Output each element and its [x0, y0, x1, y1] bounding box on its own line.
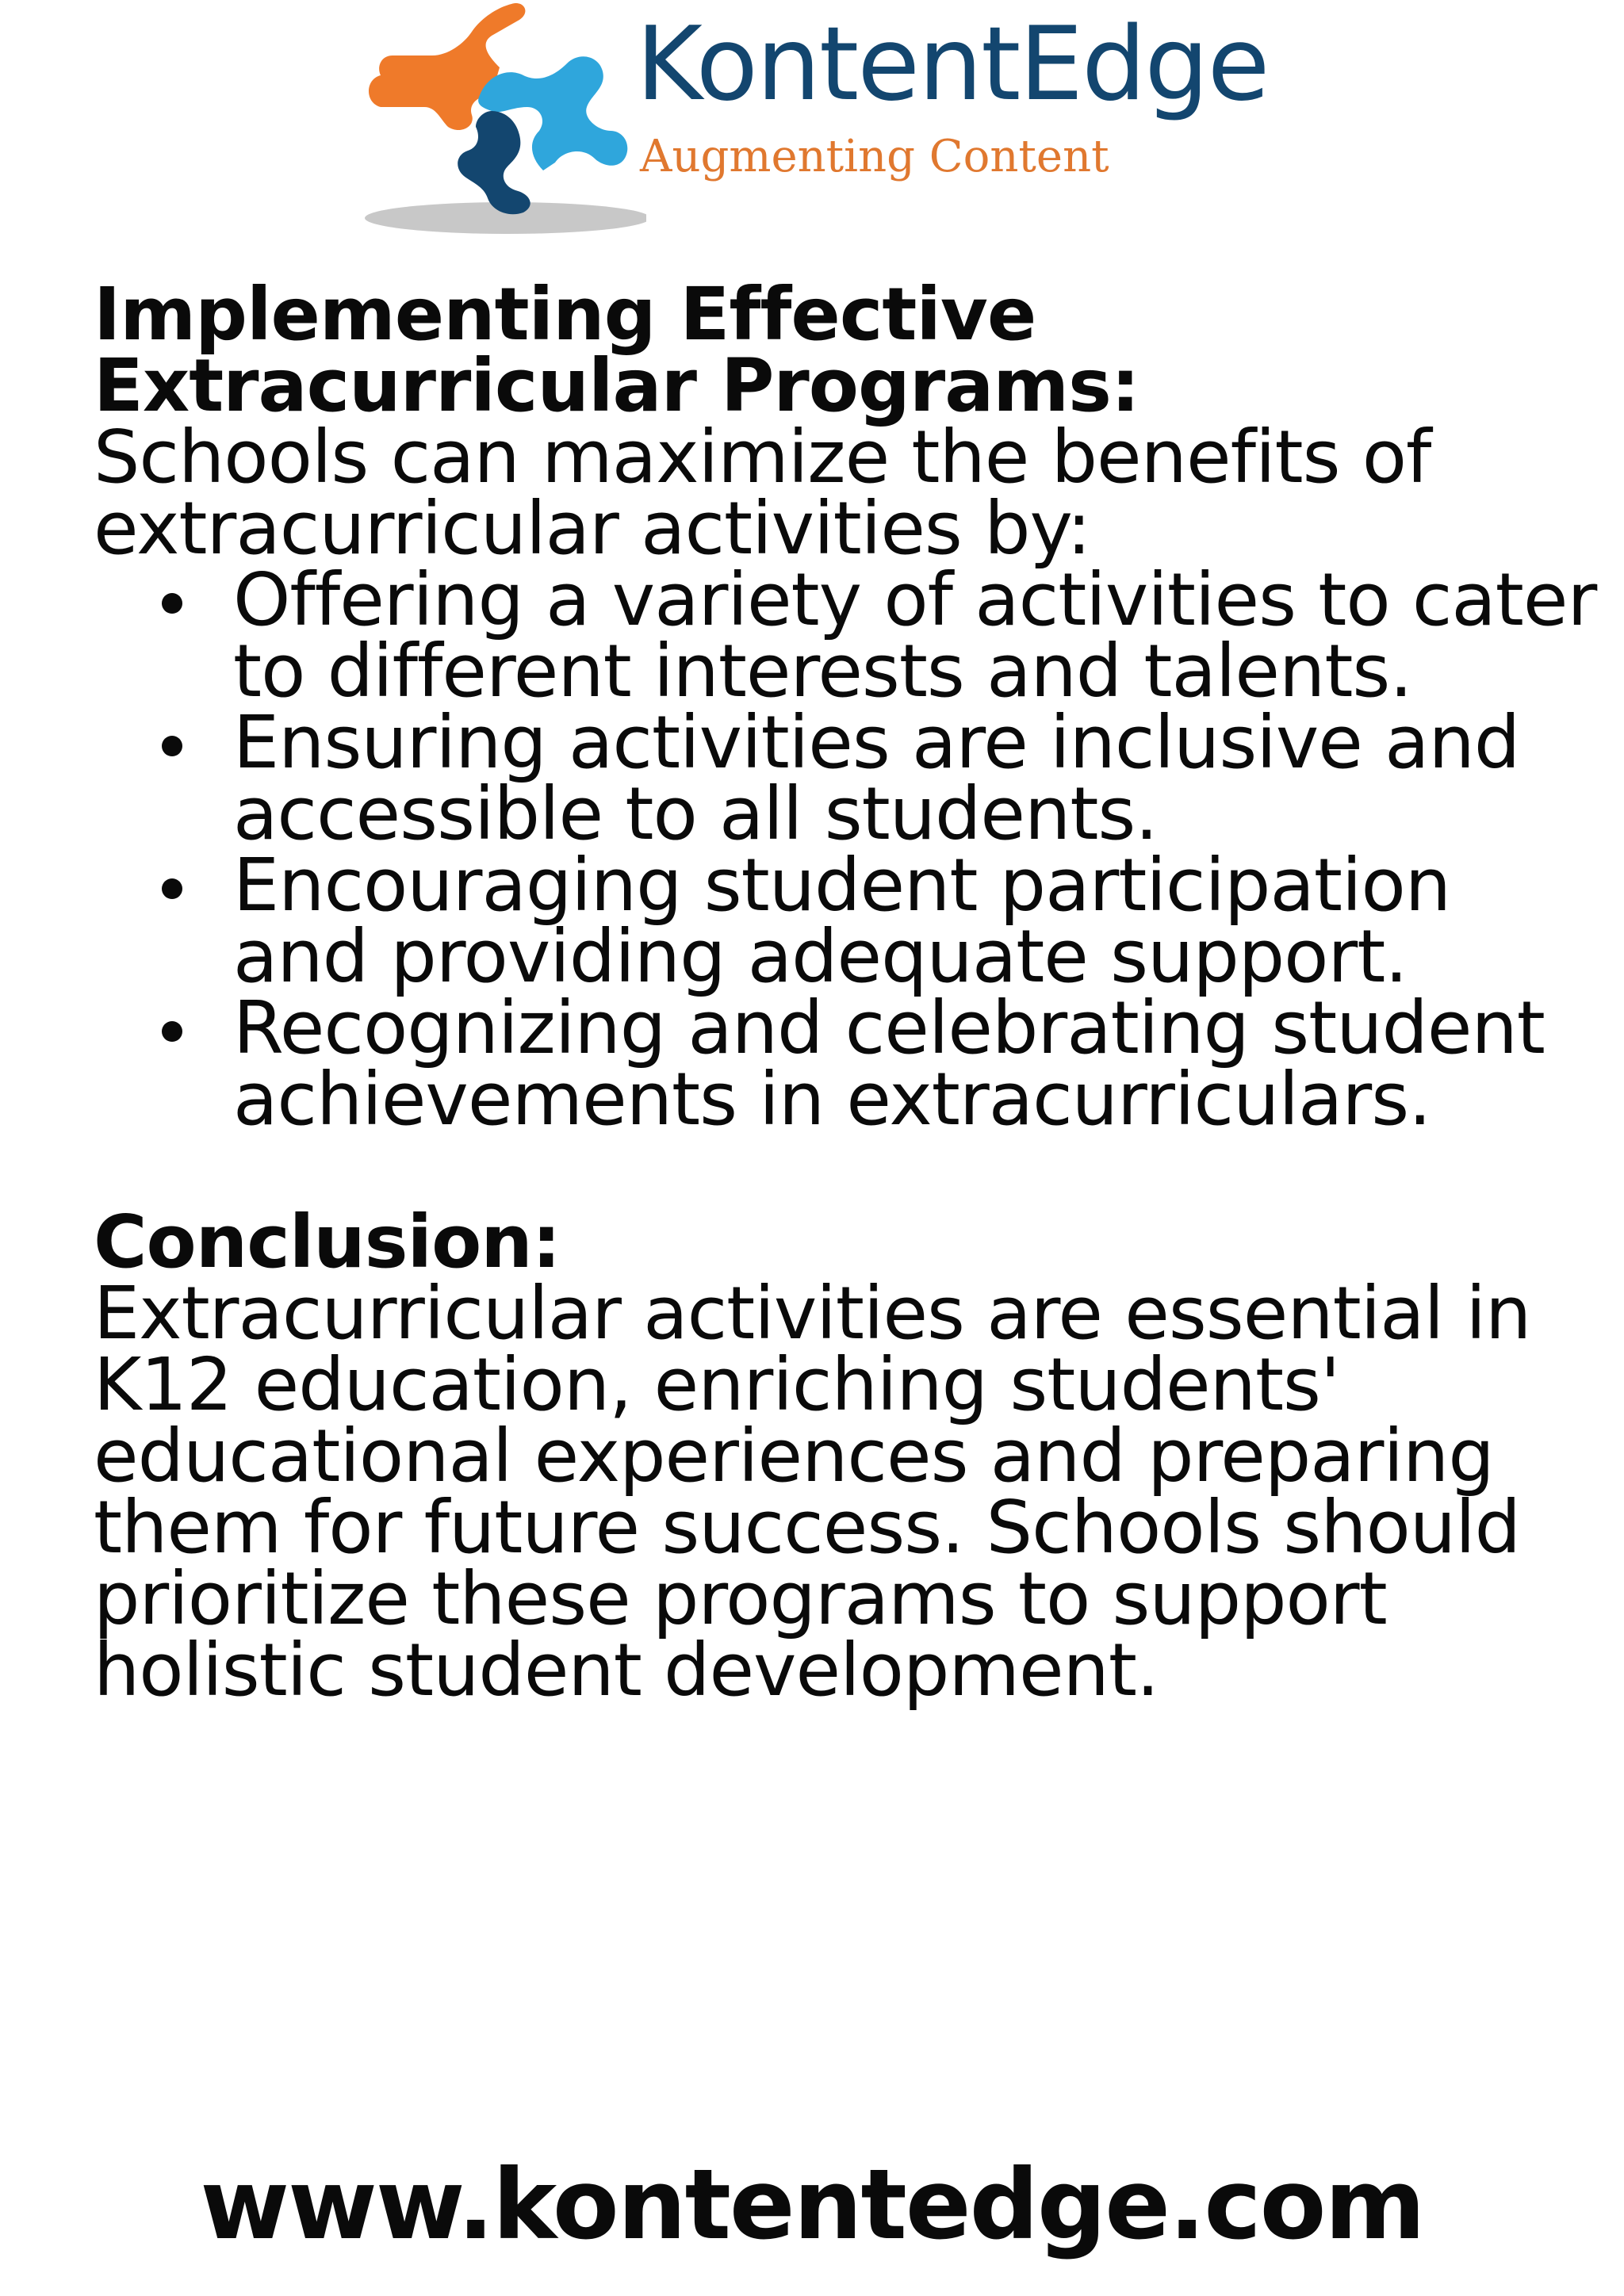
bullet-dot-icon — [162, 593, 182, 614]
list-item-text: Encouraging student participation and providing adequate support. — [233, 843, 1451, 999]
brand-tagline: Augmenting Content — [640, 131, 1109, 182]
section-intro: Schools can maximize the benefits of extracurricular activities by: — [94, 415, 1431, 571]
conclusion-body: Extracurricular activities are essential in K12 education, enriching students' educational experiences and preparing them for future success. Schools should prioritize these programs to support holistic student development. — [94, 1271, 1531, 1712]
section-title-conclusion: Conclusion: — [94, 1200, 561, 1284]
list-item — [94, 985, 1600, 1142]
main-content — [94, 272, 1600, 1712]
bullet-dot-icon — [162, 1021, 182, 1042]
list-item — [94, 557, 1600, 714]
bullet-dot-icon — [162, 736, 182, 756]
list-item-text: Recognizing and celebrating student achievements in extracurriculars. — [233, 985, 1545, 1142]
bullet-dot-icon — [162, 878, 182, 899]
bullet-list — [94, 557, 1600, 1142]
website-url: www.kontentedge.com — [200, 2149, 1424, 2261]
section-spacer — [94, 1135, 1600, 1207]
section-title-programs: Implementing Effective Extracurricular Programs: — [94, 272, 1139, 428]
brand-name: KontentEdge — [636, 6, 1269, 124]
list-item-text: Offering a variety of activities to cater to different interests and talents. — [233, 557, 1597, 714]
list-item — [94, 700, 1600, 856]
list-item-text: Ensuring activities are inclusive and accessible to all students. — [233, 700, 1520, 856]
kontentedge-logo — [361, 0, 1269, 238]
puzzle-logo-icon — [361, 0, 646, 238]
list-item — [94, 843, 1600, 999]
